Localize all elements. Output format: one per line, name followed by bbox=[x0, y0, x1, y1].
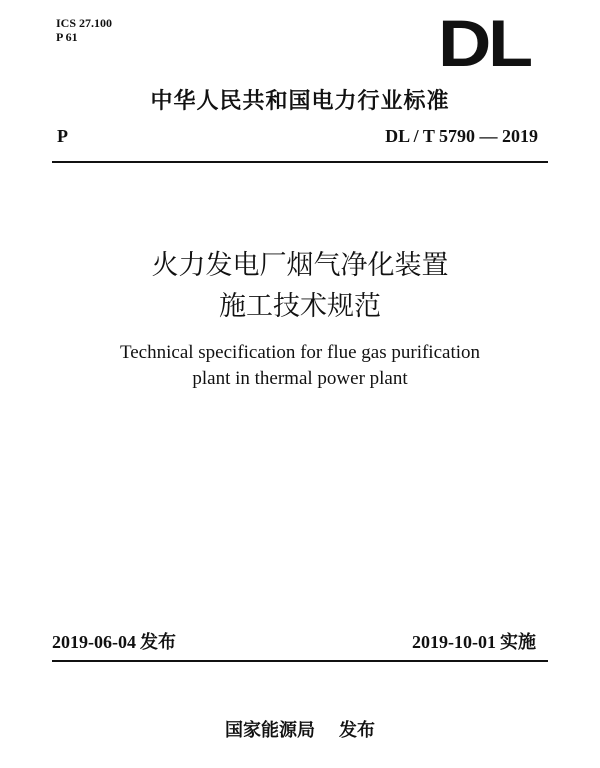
ccs-code: P 61 bbox=[56, 30, 78, 44]
implement-date bbox=[412, 628, 536, 654]
standard-number: DL / T 5790 — 2019 bbox=[385, 126, 538, 146]
issue-date-value: 2019-06-04 bbox=[52, 632, 136, 652]
publisher-action: 发布 bbox=[339, 720, 375, 741]
implement-label: 实施 bbox=[500, 632, 536, 653]
title-cn-line1: 火力发电厂烟气净化装置 bbox=[151, 250, 449, 281]
standard-issuer-title: 中华人民共和国电力行业标准 bbox=[150, 89, 450, 114]
header-divider bbox=[52, 161, 548, 163]
title-cn-line2: 施工技术规范 bbox=[219, 291, 381, 322]
dl-logo: DL bbox=[438, 6, 530, 80]
issue-label: 发布 bbox=[140, 632, 176, 653]
publisher-line bbox=[0, 716, 600, 742]
publisher-name: 国家能源局 bbox=[225, 720, 315, 741]
classification-letter: P bbox=[57, 126, 68, 146]
classification-codes bbox=[56, 16, 112, 44]
issue-date bbox=[52, 628, 176, 654]
title-en-line2: plant in thermal power plant bbox=[192, 368, 408, 389]
footer-divider bbox=[52, 660, 548, 662]
ics-code: ICS 27.100 bbox=[56, 16, 113, 30]
implement-date-value: 2019-10-01 bbox=[412, 632, 496, 652]
title-en-line1: Technical specification for flue gas purification bbox=[119, 342, 481, 363]
